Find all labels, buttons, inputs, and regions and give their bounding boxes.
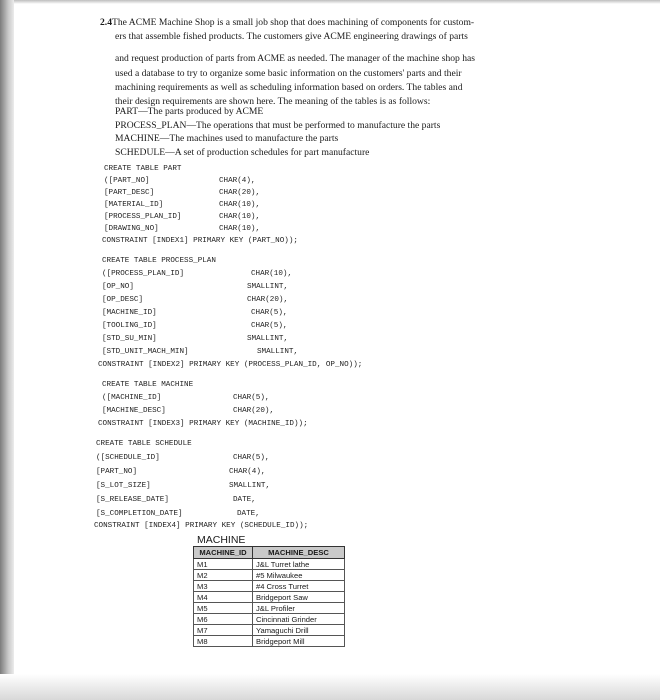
machine-table-title: MACHINE bbox=[197, 534, 246, 546]
sql-column: [MACHINE_DESC] bbox=[102, 407, 166, 415]
sql-column: [STD_SU_MIN] bbox=[102, 335, 157, 343]
table-row bbox=[194, 625, 345, 636]
machine-desc-cell: #5 Milwaukee bbox=[253, 570, 345, 581]
machine-id-cell: M4 bbox=[194, 592, 253, 603]
sql-type: CHAR(10), bbox=[251, 270, 293, 278]
problem-line: and request production of parts from ACME as needed. The manager of the machine shop has bbox=[115, 53, 476, 65]
definition: PART—The parts produced by ACME bbox=[115, 106, 264, 117]
sql-column: [OP_NO] bbox=[102, 283, 134, 291]
machine-id-cell: M2 bbox=[194, 570, 253, 581]
sql-type: CHAR(10), bbox=[219, 201, 261, 209]
sql-column: ([PROCESS_PLAN_ID] bbox=[102, 270, 185, 278]
sql-type: CHAR(4), bbox=[219, 177, 256, 185]
column-header: MACHINE_DESC bbox=[253, 547, 345, 559]
sql-create-machine: CREATE TABLE MACHINE bbox=[102, 381, 194, 389]
machine-id-cell: M5 bbox=[194, 603, 253, 614]
problem-text bbox=[100, 16, 522, 109]
problem-line: used a database to try to organize some basic information on the customers' parts and their bbox=[115, 67, 462, 79]
problem-line: machining requirements as well as scheduling information based on orders. The tables and bbox=[115, 81, 463, 93]
sql-constraint: CONSTRAINT [INDEX2] PRIMARY KEY (PROCESS_PLAN_ID, OP_NO)); bbox=[98, 361, 363, 369]
page-top-edge bbox=[14, 0, 660, 4]
sql-column: [PROCESS_PLAN_ID] bbox=[104, 213, 182, 221]
table-header-row bbox=[194, 547, 345, 559]
machine-desc-cell: Bridgeport Mill bbox=[253, 636, 345, 647]
table-row bbox=[194, 559, 345, 570]
machine-desc-cell: Cincinnati Grinder bbox=[253, 614, 345, 625]
sql-column: [S_RELEASE_DATE] bbox=[96, 496, 169, 504]
sql-type: SMALLINT, bbox=[257, 348, 299, 356]
problem-line: ers that assemble fished products. The customers give ACME engineering drawings of parts bbox=[115, 31, 468, 43]
definition: SCHEDULE—A set of production schedules for part manufacture bbox=[115, 146, 370, 158]
machine-desc-cell: J&L Profiler bbox=[253, 603, 345, 614]
sql-create-part: CREATE TABLE PART bbox=[104, 165, 182, 173]
sql-column: [S_LOT_SIZE] bbox=[96, 482, 151, 490]
sql-column: [S_COMPLETION_DATE] bbox=[96, 510, 183, 518]
table-row bbox=[194, 603, 345, 614]
sql-column: [OP_DESC] bbox=[102, 296, 144, 304]
sql-type: CHAR(10), bbox=[219, 213, 261, 221]
sql-column: [MACHINE_ID] bbox=[102, 309, 157, 317]
machine-id-cell: M7 bbox=[194, 625, 253, 636]
machine-id-cell: M1 bbox=[194, 559, 253, 570]
sql-constraint: CONSTRAINT [INDEX1] PRIMARY KEY (PART_NO)); bbox=[102, 237, 298, 245]
machine-desc-cell: J&L Turret lathe bbox=[253, 559, 345, 570]
sql-constraint: CONSTRAINT [INDEX4] PRIMARY KEY (SCHEDULE_ID)); bbox=[94, 522, 309, 530]
machine-desc-cell: #4 Cross Turret bbox=[253, 581, 345, 592]
machine-desc-cell: Yamaguchi Drill bbox=[253, 625, 345, 636]
column-header: MACHINE_ID bbox=[194, 547, 253, 559]
sql-column: [STD_UNIT_MACH_MIN] bbox=[102, 348, 189, 356]
definition: MACHINE—The machines used to manufacture the parts bbox=[115, 133, 339, 145]
page-shadow bbox=[0, 0, 14, 700]
table-definitions bbox=[115, 105, 440, 159]
sql-create-schedule: CREATE TABLE SCHEDULE bbox=[96, 440, 192, 448]
machine-id-cell: M3 bbox=[194, 581, 253, 592]
problem-number: 2.4 bbox=[100, 17, 112, 28]
sql-type: DATE, bbox=[233, 496, 256, 504]
page-bottom-edge bbox=[0, 674, 660, 700]
sql-type: CHAR(20), bbox=[219, 189, 261, 197]
machine-table bbox=[193, 546, 345, 647]
table-row bbox=[194, 636, 345, 647]
sql-column: [MATERIAL_ID] bbox=[104, 201, 164, 209]
problem-line: their design requirements are shown here. The meaning of the tables is as follows: bbox=[115, 96, 431, 108]
sql-column: ([SCHEDULE_ID] bbox=[96, 454, 160, 462]
sql-create-process-plan: CREATE TABLE PROCESS_PLAN bbox=[102, 257, 216, 265]
machine-id-cell: M8 bbox=[194, 636, 253, 647]
machine-id-cell: M6 bbox=[194, 614, 253, 625]
sql-type: SMALLINT, bbox=[229, 482, 271, 490]
sql-type: CHAR(5), bbox=[233, 394, 270, 402]
machine-desc-cell: Bridgeport Saw bbox=[253, 592, 345, 603]
sql-type: CHAR(5), bbox=[233, 454, 270, 462]
sql-type: CHAR(4), bbox=[229, 468, 266, 476]
sql-column: ([MACHINE_ID] bbox=[102, 394, 162, 402]
sql-type: CHAR(10), bbox=[219, 225, 261, 233]
problem-first-line: 2.4The ACME Machine Shop is a small job shop that does machining of components for custom- bbox=[100, 17, 475, 28]
definition: PROCESS_PLAN—The operations that must be performed to manufacture the parts bbox=[115, 119, 441, 131]
sql-type: CHAR(20), bbox=[247, 296, 289, 304]
table-row bbox=[194, 592, 345, 603]
sql-column: ([PART_NO] bbox=[104, 177, 150, 185]
table-row bbox=[194, 570, 345, 581]
sql-constraint: CONSTRAINT [INDEX3] PRIMARY KEY (MACHINE_ID)); bbox=[98, 420, 308, 428]
sql-type: CHAR(20), bbox=[233, 407, 275, 415]
sql-column: [PART_NO] bbox=[96, 468, 138, 476]
sql-type: SMALLINT, bbox=[247, 335, 289, 343]
table-row bbox=[194, 614, 345, 625]
table-row bbox=[194, 581, 345, 592]
sql-type: DATE, bbox=[237, 510, 260, 518]
sql-column: [PART_DESC] bbox=[104, 189, 155, 197]
sql-type: CHAR(5), bbox=[251, 322, 288, 330]
sql-column: [TOOLING_ID] bbox=[102, 322, 157, 330]
sql-type: SMALLINT, bbox=[247, 283, 289, 291]
sql-type: CHAR(5), bbox=[251, 309, 288, 317]
sql-column: [DRAWING_NO] bbox=[104, 225, 159, 233]
